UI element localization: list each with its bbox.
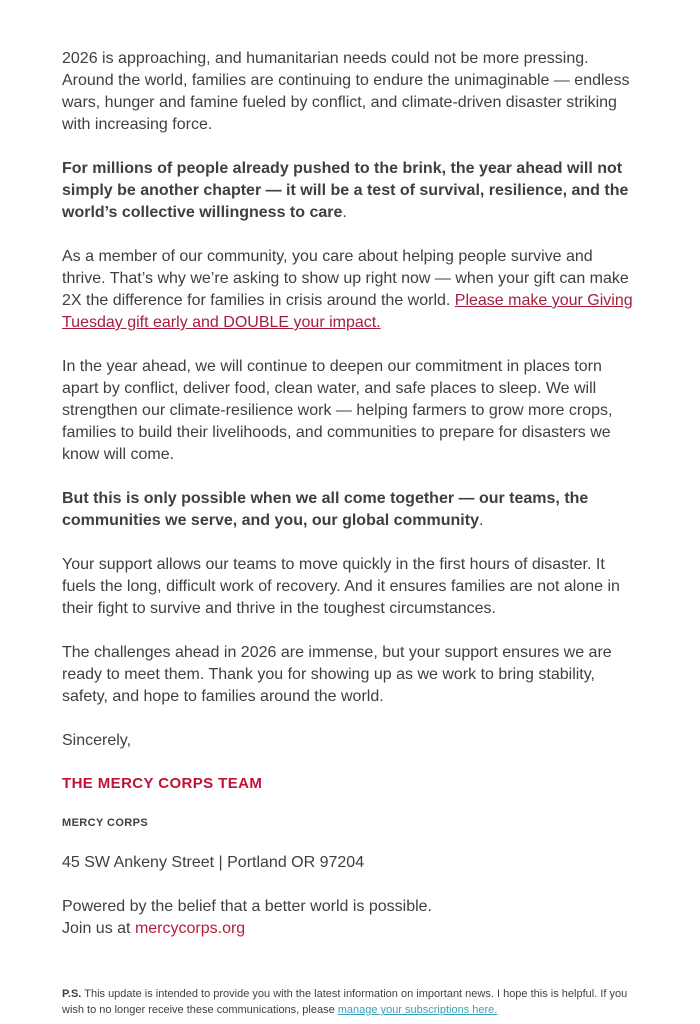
text-run: THE MERCY CORPS TEAM [62,775,263,792]
para-community [62,246,636,334]
text-run: In the year ahead, we will continue to deepen our commitment in places torn apart by conflict, deliver food, clean water, and safe places to sleep. We will strengthen our climate-resilience work — helping farmers to grow more crops, families to build their livelihoods, and communities to prepare for disasters we know will come. [62,358,613,463]
para-opening [62,48,636,136]
text-run: For millions of people already pushed to the brink, the year ahead will not simply be another chapter — it will be a test of survival, resilience, and the world’s collective willingness to care [62,160,629,221]
text-run: Powered by the belief that a better world is possible. [62,898,432,915]
email-paragraphs [62,48,636,1018]
manage-subscriptions-link[interactable]: manage your subscriptions here. [337,1004,498,1016]
giving-tuesday-link[interactable]: Please make your Giving Tuesday gift early and DOUBLE your impact. [62,292,633,331]
text-run: Sincerely, [62,732,132,749]
para-your-support [62,554,636,620]
text-run: 45 SW Ankeny Street | Portland OR 97204 [62,854,365,871]
text-run: As a member of our community, you care about helping people survive and thrive. That’s why we’re asking to show up right now — when your gift can make 2X the difference for families in crisis around the world. [62,248,629,309]
text-run: 2026 is approaching, and humanitarian needs could not be more pressing. Around the world, families are continuing to endure the unimaginable — endless wars, hunger and famine fueled by conflict, and climate-driven disaster striking with increasing force. [62,50,630,133]
footer-ps [62,986,636,1018]
text-run: This update is intended to provide you with the latest information on important news. I hope this is helpful. If you wish to no longer receive these communications, please [62,988,628,1016]
text-run: . [342,204,347,221]
signature-team-name [62,774,636,794]
text-run: Join us at [62,920,135,937]
para-powered [62,896,636,940]
text-run: MERCY CORPS [62,817,149,829]
text-run: Your support allows our teams to move quickly in the first hours of disaster. It fuels the long, difficult work of recovery. And it ensures families are not alone in their fight to survive and thrive in the toughest circumstances. [62,556,620,617]
signature-org-name [62,816,636,830]
para-millions-bold [62,158,636,224]
text-run: P.S. [62,988,82,1000]
signature-address [62,852,636,874]
mercycorps-link[interactable]: mercycorps.org [134,920,246,937]
text-run: But this is only possible when we all come together — our teams, the communities we serve, and you, our global community [62,490,589,529]
para-challenges [62,642,636,708]
para-sincerely [62,730,636,752]
para-year-ahead [62,356,636,466]
para-together-bold [62,488,636,532]
text-run: The challenges ahead in 2026 are immense, but your support ensures we are ready to meet them. Thank you for showing up as we work to bring stability, safety, and hope to families around the world. [62,644,612,705]
text-run: . [478,512,484,529]
